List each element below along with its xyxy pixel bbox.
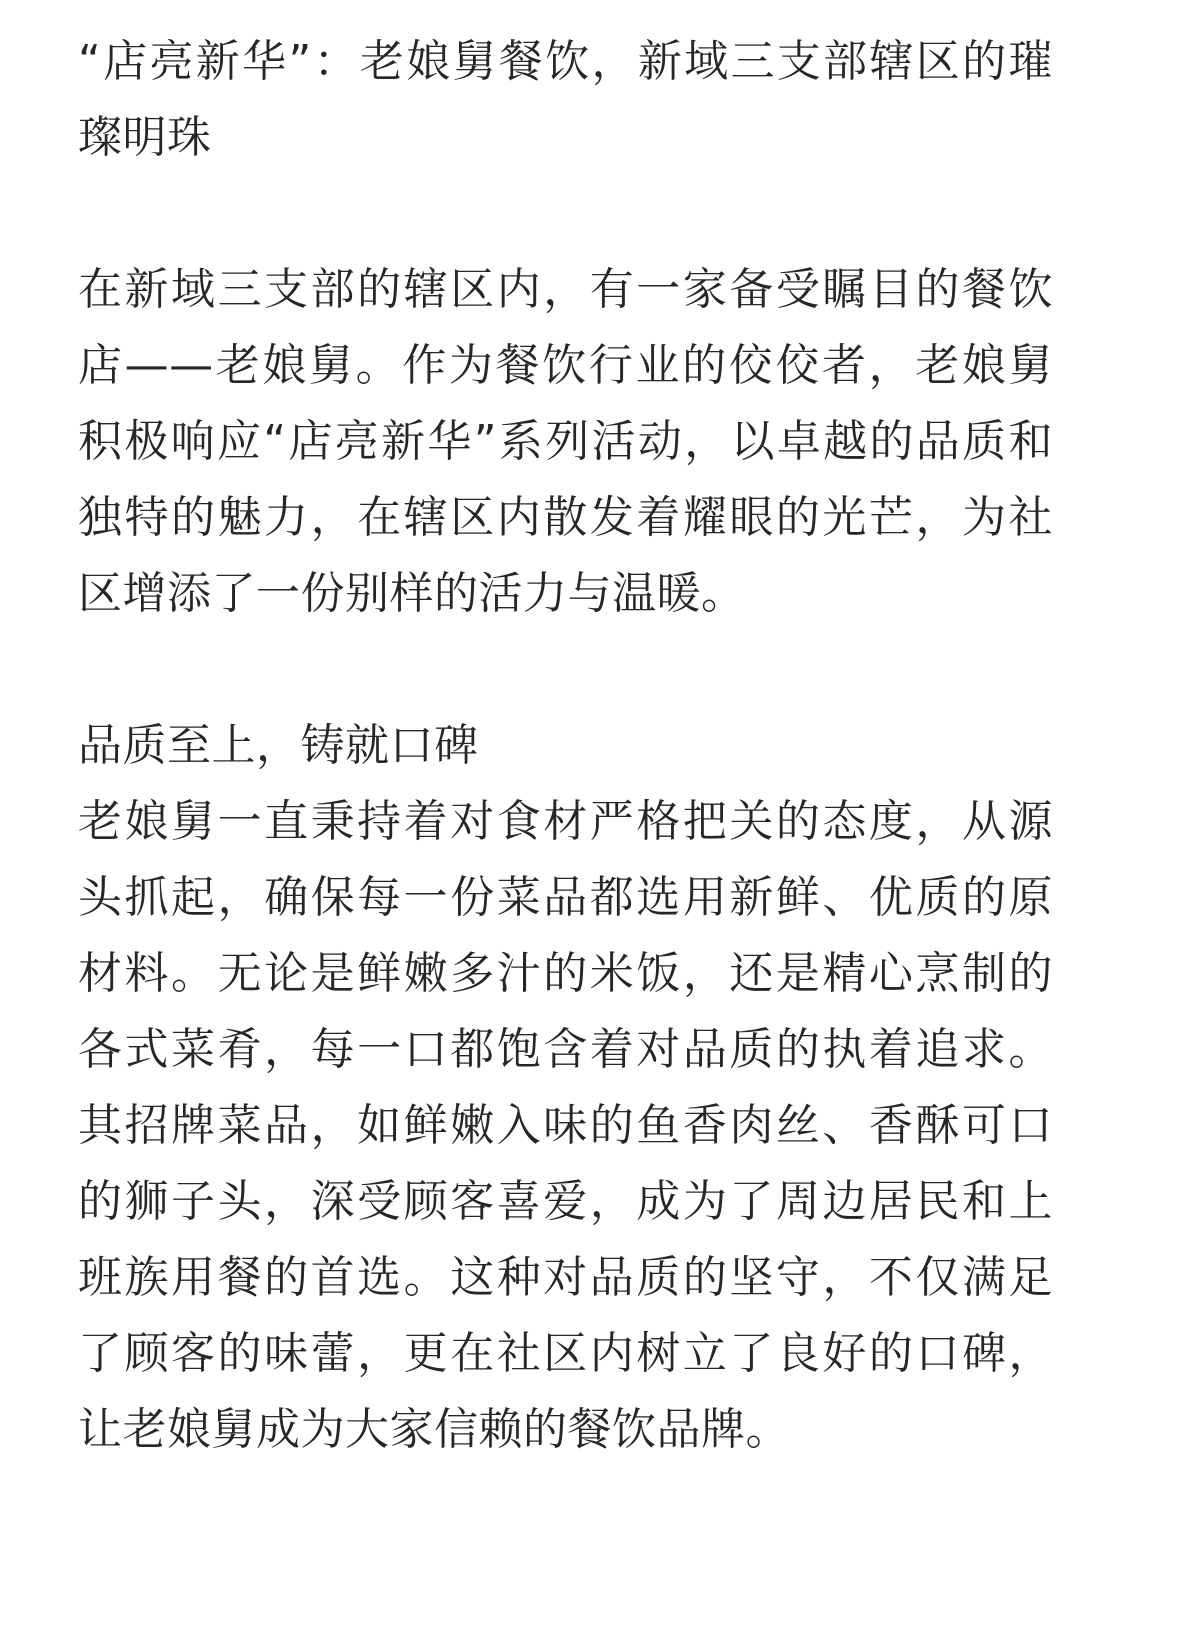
- section-heading: 品质至上，铸就口碑: [78, 720, 479, 771]
- article-body: [78, 24, 1053, 1468]
- section-paragraph: 老娘舅一直秉持着对食材严格把关的态度，从源头抓起，确保每一份菜品都选用新鲜、优质的原材料。无论是鲜嫩多汁的米饭，还是精心烹制的各式菜肴，每一口都饱含着对品质的执着追求。其招牌菜品，如鲜嫩入味的鱼香肉丝、香酥可口的狮子头，深受顾客喜爱，成为了周边居民和上班族用餐的首选。这种对品质的坚守，不仅满足了顾客的味蕾，更在社区内树立了良好的口碑，让老娘舅成为大家信赖的餐饮品牌。: [78, 796, 1053, 1455]
- intro-paragraph: 在新域三支部的辖区内，有一家备受瞩目的餐饮店——老娘舅。作为餐饮行业的佼佼者，老娘舅积极响应“店亮新华”系列活动，以卓越的品质和独特的魅力，在辖区内散发着耀眼的光芒，为社区增添了一份别样的活力与温暖。: [78, 264, 1053, 619]
- article-title: “店亮新华”：老娘舅餐饮，新域三支部辖区的璀璨明珠: [78, 36, 1053, 163]
